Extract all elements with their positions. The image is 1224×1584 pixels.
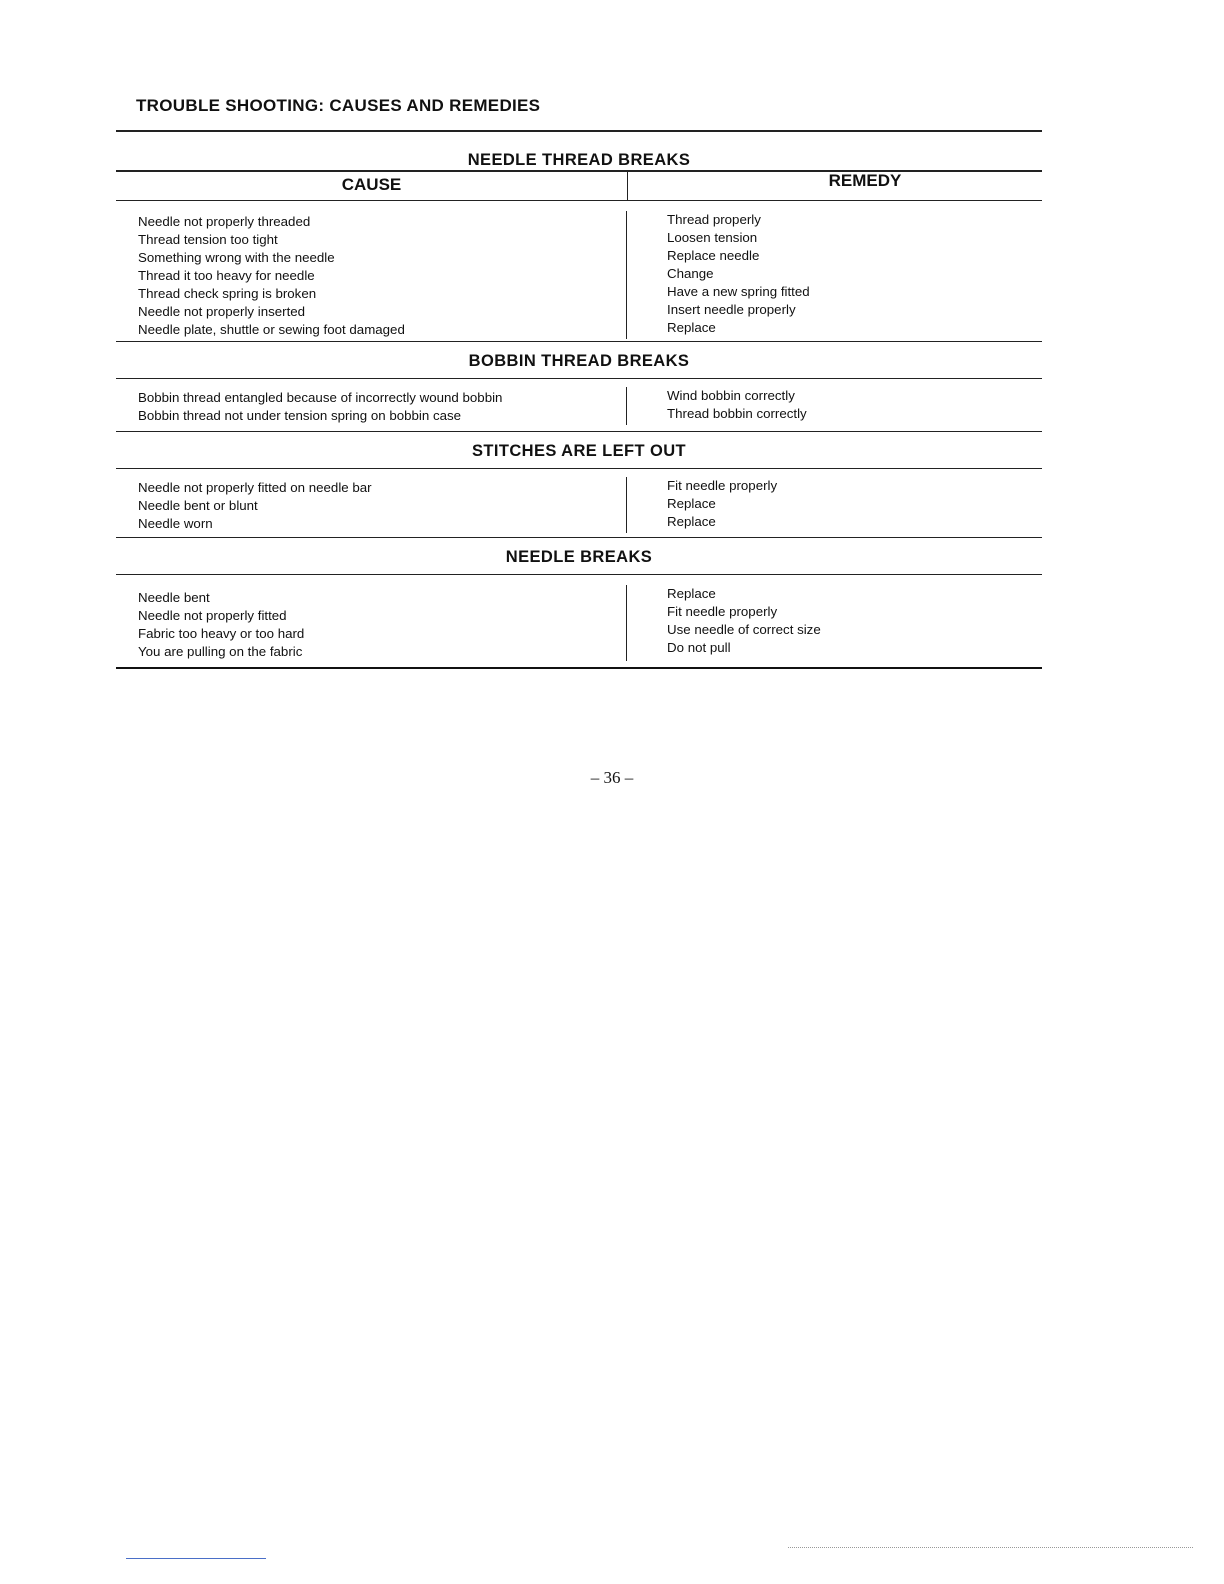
cause-item: Bobbin thread not under tension spring on bobbin case <box>138 408 462 423</box>
trouble-shooting-table <box>116 130 1042 669</box>
scan-dotted-line <box>788 1547 1193 1548</box>
cause-item: Needle worn <box>138 516 213 531</box>
section-rows-stitches-left-out <box>116 469 1042 538</box>
remedy-item: Fit needle properly <box>667 604 778 619</box>
remedy-list <box>627 477 1042 533</box>
cause-item: Bobbin thread entangled because of incorrectly wound bobbin <box>138 390 503 405</box>
remedy-item: Replace <box>667 320 716 335</box>
section-rows-bobbin-thread-breaks <box>116 379 1042 432</box>
cause-list <box>116 211 627 339</box>
column-header-row <box>116 172 1042 201</box>
remedy-list <box>627 211 1042 339</box>
cause-item: Needle not properly fitted on needle bar <box>138 480 372 495</box>
remedy-column-header: REMEDY <box>828 171 902 190</box>
remedy-item: Wind bobbin correctly <box>667 388 795 403</box>
remedy-item: Thread bobbin correctly <box>667 406 807 421</box>
cause-item: Needle bent or blunt <box>138 498 258 513</box>
cause-item: Needle not properly fitted <box>138 608 287 623</box>
remedy-item: Thread properly <box>667 212 761 227</box>
remedy-item: Insert needle properly <box>667 302 796 317</box>
remedy-item: Replace needle <box>667 248 760 263</box>
remedy-item: Change <box>667 266 714 281</box>
section-heading-needle-thread-breaks: NEEDLE THREAD BREAKS <box>116 132 1042 172</box>
cause-list <box>116 585 627 661</box>
section-rows-needle-thread-breaks <box>116 201 1042 342</box>
cause-item: Fabric too heavy or too hard <box>138 626 305 641</box>
cause-list <box>116 387 627 425</box>
cause-item: You are pulling on the fabric <box>138 644 303 659</box>
remedy-item: Use needle of correct size <box>667 622 821 637</box>
cause-item: Needle plate, shuttle or sewing foot damaged <box>138 322 405 337</box>
cause-list <box>116 477 627 533</box>
cause-item: Thread tension too tight <box>138 232 278 247</box>
page-title: TROUBLE SHOOTING: CAUSES AND REMEDIES <box>136 96 541 115</box>
section-heading-needle-breaks: NEEDLE BREAKS <box>116 538 1042 575</box>
remedy-item: Replace <box>667 514 716 529</box>
cause-item: Something wrong with the needle <box>138 250 335 265</box>
cause-item: Needle not properly threaded <box>138 214 311 229</box>
scan-edge-mark <box>126 1558 266 1559</box>
remedy-item: Replace <box>667 586 716 601</box>
remedy-item: Fit needle properly <box>667 478 778 493</box>
remedy-list <box>627 585 1042 661</box>
section-rows-needle-breaks <box>116 575 1042 669</box>
remedy-item: Do not pull <box>667 640 731 655</box>
remedy-item: Loosen tension <box>667 230 758 245</box>
cause-column-header: CAUSE <box>116 172 628 200</box>
cause-item: Thread it too heavy for needle <box>138 268 315 283</box>
cause-item: Needle not properly inserted <box>138 304 306 319</box>
cause-item: Needle bent <box>138 590 210 605</box>
remedy-item: Have a new spring fitted <box>667 284 810 299</box>
page-number: – 36 – <box>590 768 634 787</box>
section-heading-stitches-left-out: STITCHES ARE LEFT OUT <box>116 432 1042 469</box>
cause-item: Thread check spring is broken <box>138 286 317 301</box>
remedy-item: Replace <box>667 496 716 511</box>
remedy-list <box>627 387 1042 425</box>
section-heading-bobbin-thread-breaks: BOBBIN THREAD BREAKS <box>116 342 1042 379</box>
